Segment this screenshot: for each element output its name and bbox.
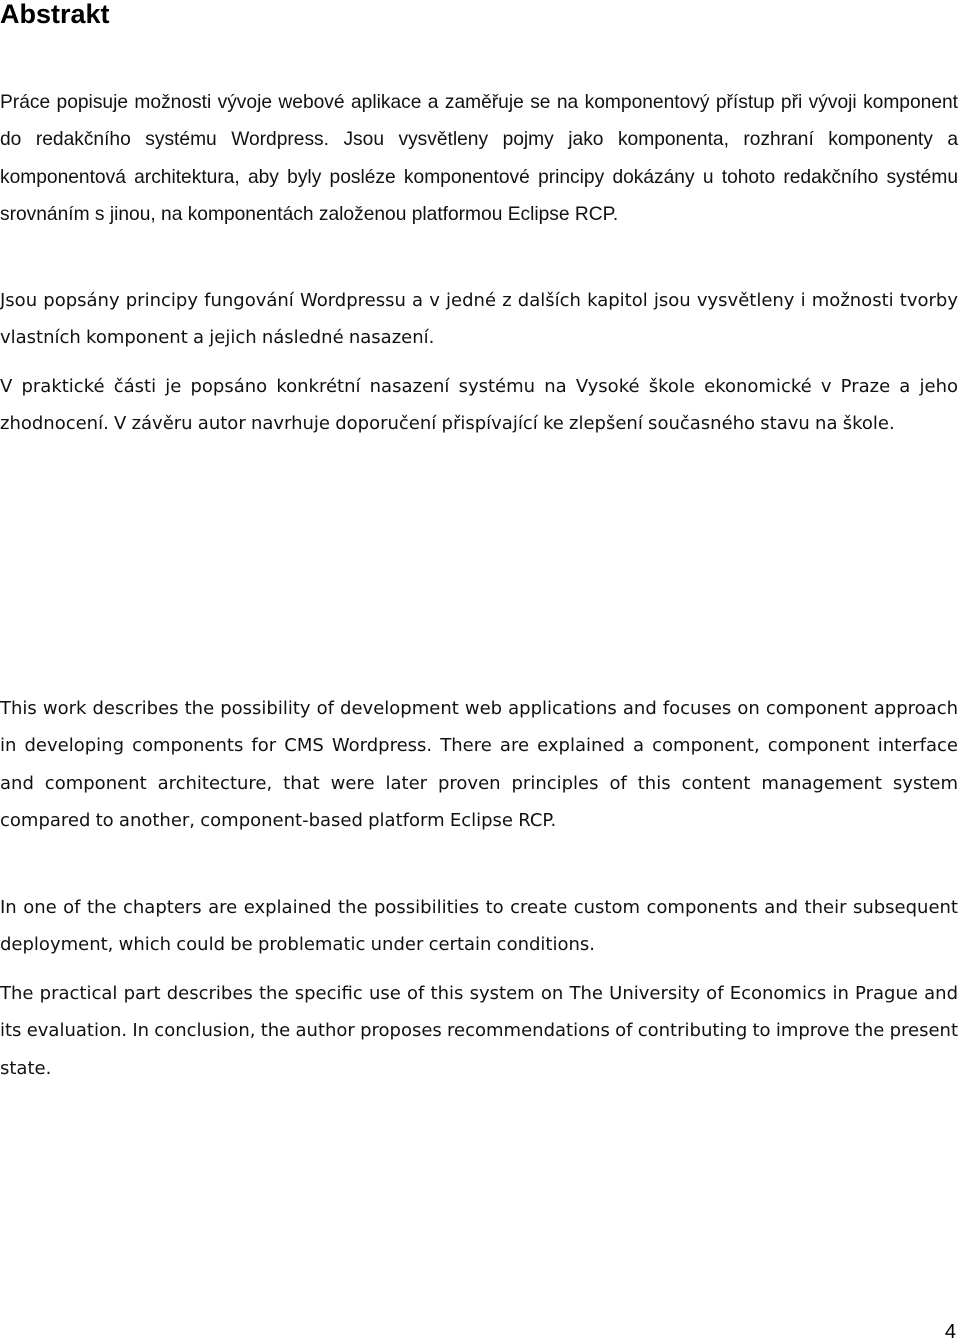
page-number: 4 (944, 1321, 956, 1343)
english-abstract-paragraph-3: The practical part describes the specific use of this system on The University of Economics in Prague and its evaluation. In conclusion, the author proposes recommendations of contributing to improve the present state. (0, 983, 958, 1079)
czech-abstract-paragraph-3: V praktické části je popsáno konkrétní nasazení systému na Vysoké škole ekonomické v Praze a jeho zhodnocení. V závěru autor navrhuje doporučení přispívající ke zlepšení současného stavu na škole. (0, 376, 958, 435)
czech-abstract-paragraph-2: Jsou popsány principy fungování Wordpressu a v jedné z dalších kapitol jsou vysvětleny i možnosti tvorby vlastních komponent a jejich následné nasazení. (0, 290, 958, 349)
czech-abstract-paragraph-1: Práce popisuje možnosti vývoje webové aplikace a zaměřuje se na komponentový přístup při vývoji komponent do redakčního systému Wordpress. Jsou vysvětleny pojmy jako komponenta, rozhraní komponenty a komponentová architektura, aby byly posléze komponentové principy dokázány u tohoto redakčního systému srovnáním s jinou, na komponentách založenou platformou Eclipse RCP. (0, 92, 958, 226)
english-abstract-paragraph-1: This work describes the possibility of development web applications and focuses on component approach in developing components for CMS Wordpress. There are explained a component, component interface and component architecture, that were later proven principles of this content management system compared to another, component-based platform Eclipse RCP. (0, 698, 958, 832)
english-abstract-paragraph-2: In one of the chapters are explained the possibilities to create custom components and their subsequent deployment, which could be problematic under certain conditions. (0, 897, 958, 956)
page-title: Abstrakt (0, 0, 110, 29)
